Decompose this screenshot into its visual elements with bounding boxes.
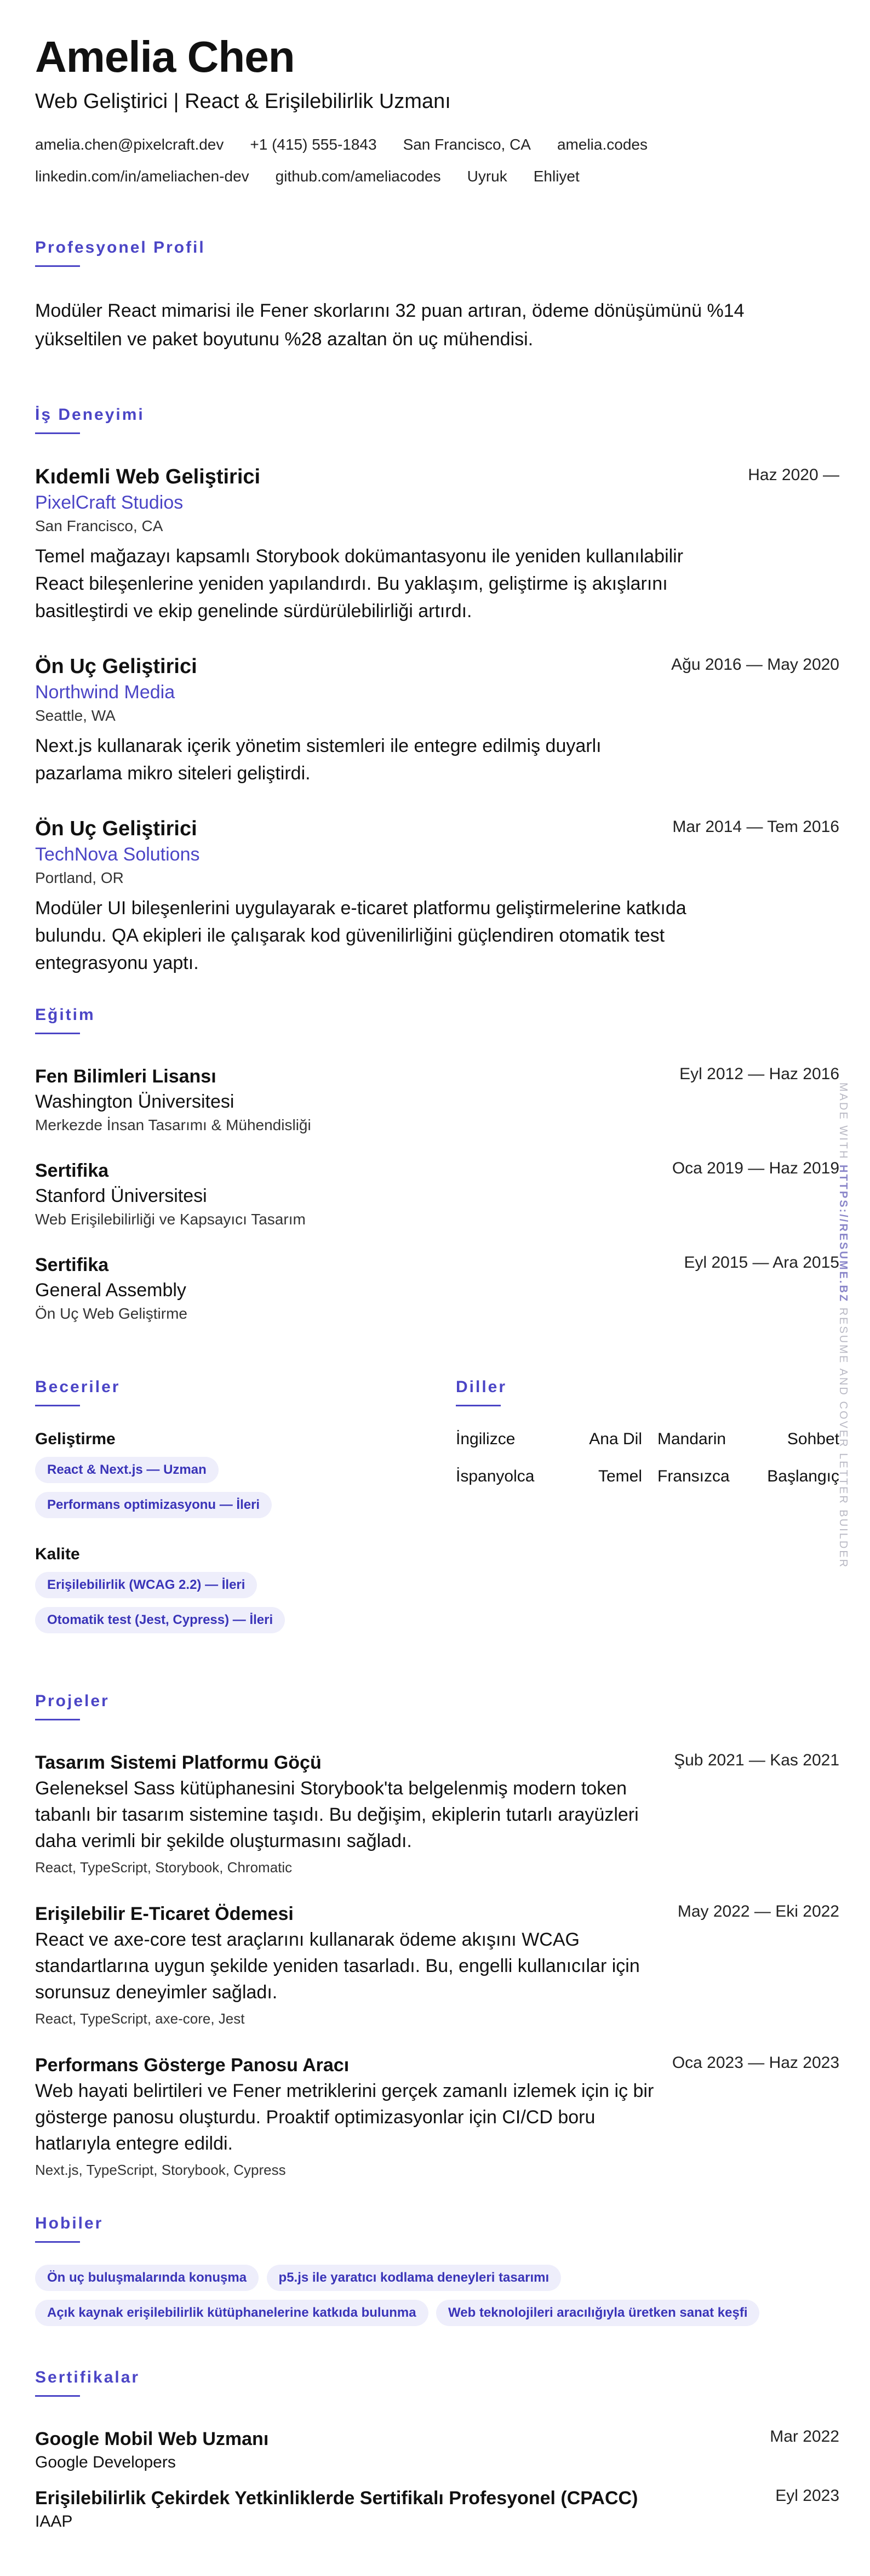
hobby-pill: p5.js ile yaratıcı kodlama deneyleri tasarımı [267,2265,562,2291]
skills-column [35,1347,456,1659]
project-title: Tasarım Sistemi Platformu Göçü [35,1752,322,1773]
section-divider [35,265,80,267]
project-title: Erişilebilir E-Ticaret Ödemesi [35,1903,294,1924]
degree: Fen Bilimleri Lisansı [35,1066,216,1087]
project-entry [35,1750,839,1878]
section-divider [35,2241,80,2243]
project-dates: Oca 2023 — Haz 2023 [672,2054,839,2072]
skill-group-title: Geliştirme [35,1430,116,1448]
field-of-study: Merkezde İnsan Tasarımı & Mühendisliği [35,1116,311,1133]
language-level: Başlangıç [767,1467,839,1485]
section-title-projects: Projeler [35,1692,110,1710]
certification-date: Mar 2022 [770,2427,839,2446]
candidate-tagline: Web Geliştirici | React & Erişilebilirlik Uzmanı [35,90,451,113]
hobby-pill: Ön uç buluşmalarında konuşma [35,2265,259,2291]
job-title: Ön Uç Geliştirici [35,655,197,678]
job-title: Ön Uç Geliştirici [35,817,197,840]
hobby-pill: Web teknolojileri aracılığıyla üretken sanat keşfi [436,2300,759,2326]
skill-group [35,1543,456,1642]
school-name: Washington Üniversitesi [35,1091,234,1112]
field-of-study: Web Erişilebilirliği ve Kapsayıcı Tasarım [35,1211,306,1228]
skill-group-title: Kalite [35,1545,80,1563]
contact-phone[interactable]: +1 (415) 555-1843 [250,136,377,153]
experience-dates: Ağu 2016 — May 2020 [671,656,839,674]
project-tech-stack: Next.js, TypeScript, Storybook, Cypress [35,2162,286,2178]
experience-dates: Mar 2014 — Tem 2016 [672,818,839,836]
skills-languages-row [35,1347,839,1659]
resume-page [35,0,839,2545]
languages-grid [456,1428,839,1488]
contact-location: San Francisco, CA [403,136,531,153]
section-title-languages: Diller [456,1378,507,1396]
job-description: Next.js kullanarak içerik yönetim sistemleri ile entegre edilmiş duyarlı pazarlama mikro siteleri geliştirdi. [35,736,602,784]
certification-issuer: Google Developers [35,2453,176,2471]
language-name: Fransızca [657,1467,730,1485]
job-location: Seattle, WA [35,707,116,724]
project-dates: Şub 2021 — Kas 2021 [674,1751,839,1769]
project-title: Performans Gösterge Panosu Aracı [35,2055,350,2076]
skill-pill: Otomatik test (Jest, Cypress) — İleri [35,1607,285,1633]
project-dates: May 2022 — Eki 2022 [677,1902,839,1920]
experience-entry [35,464,839,625]
job-title: Kıdemli Web Geliştirici [35,465,261,488]
skill-pill: React & Next.js — Uzman [35,1457,219,1483]
job-location: Portland, OR [35,869,124,886]
section-title-education: Eğitim [35,1006,95,1024]
skill-group [35,1428,456,1527]
section-divider [35,2395,80,2397]
section-divider [35,432,80,434]
company-name: TechNova Solutions [35,844,200,865]
project-tech-stack: React, TypeScript, axe-core, Jest [35,2010,245,2027]
company-name: Northwind Media [35,682,175,703]
profile-summary: Modüler React mimarisi ile Fener skorlarını 32 puan artıran, ödeme dönüşümünü %14 yükseltilen ve paket boyutunu %28 azaltan ön uç mühendisi. [35,300,745,350]
contact-email[interactable]: amelia.chen@pixelcraft.dev [35,136,224,153]
project-description: React ve axe-core test araçlarını kullanarak ödeme akışını WCAG standartlarına uygun şekilde yeniden tasarladı. Bu, engelli kullanıcılar için sorunsuz deneyimler sağladı. [35,1929,640,2003]
watermark-link[interactable]: HTTPS://RESUME.BZ [837,1165,849,1303]
experience-dates: Haz 2020 — [748,466,839,484]
certification-name: Google Mobil Web Uzmanı [35,2429,269,2449]
project-description: Geleneksel Sass kütüphanesini Storybook'ta belgelenmiş modern token tabanlı bir tasarım sistemine taşıdı. Bu değişim, ekiplerin tutarlı arayüzleri daha verimli bir şekilde oluşturmasını sağladı. [35,1778,639,1851]
candidate-name: Amelia Chen [35,32,295,81]
section-divider [35,1033,80,1034]
education-entry [35,1158,839,1230]
language-name: İngilizce [456,1430,516,1448]
project-description: Web hayati belirtileri ve Fener metriklerini gerçek zamanlı izlemek için iç bir gösterge panosu oluşturdu. Proaktif optimizasyonlar için CI/CD boru hatlarıyla entegre edildi. [35,2081,654,2154]
contact-nationality: Uyruk [467,168,507,185]
contact-license: Ehliyet [533,168,580,185]
certification-name: Erişilebilirlik Çekirdek Yetkinliklerde Sertifikalı Profesyonel (CPACC) [35,2488,638,2509]
section-divider [35,1719,80,1720]
section-title-experience: İş Deneyimi [35,406,145,424]
contact-website[interactable]: amelia.codes [557,136,648,153]
certification-date: Eyl 2023 [775,2487,839,2505]
skill-pill: Erişilebilirlik (WCAG 2.2) — İleri [35,1572,257,1598]
certification-issuer: IAAP [35,2512,73,2531]
skill-pills [35,1457,456,1527]
certification-entry [35,2486,839,2533]
field-of-study: Ön Uç Web Geliştirme [35,1305,187,1322]
section-divider [35,1405,80,1406]
watermark-suffix: RESUME AND COVER LETTER BUILDER [837,1307,849,1569]
education-dates: Oca 2019 — Haz 2019 [672,1159,839,1177]
section-title-hobbies: Hobiler [35,2214,104,2232]
project-tech-stack: React, TypeScript, Storybook, Chromatic [35,1859,293,1876]
project-entry [35,2053,839,2181]
language-name: İspanyolca [456,1467,535,1485]
language-name: Mandarin [657,1430,726,1448]
hobby-pill: Açık kaynak erişilebilirlik kütüphanelerine katkıda bulunma [35,2300,428,2326]
education-dates: Eyl 2015 — Ara 2015 [684,1253,839,1272]
builder-watermark [837,1082,849,1569]
skill-pill: Performans optimizasyonu — İleri [35,1492,272,1518]
experience-entry [35,653,839,787]
education-entry [35,1252,839,1325]
certification-entry [35,2426,839,2474]
job-description: Modüler UI bileşenlerini uygulayarak e-ticaret platformu geliştirmelerine katkıda bulundu. QA ekipleri ile çalışarak kod güvenilirliğini güçlendiren otomatik test entegrasyonu yaptı. [35,898,686,973]
section-divider [456,1405,501,1406]
project-entry [35,1901,839,2030]
contact-row-1 [35,135,839,155]
degree: Sertifika [35,1160,109,1181]
job-location: San Francisco, CA [35,517,163,534]
watermark-prefix: MADE WITH [837,1082,849,1160]
languages-column [456,1347,839,1659]
language-level: Temel [598,1467,642,1485]
section-title-profile: Profesyonel Profil [35,238,205,257]
contact-row-2 [35,167,839,186]
experience-entry [35,816,839,977]
school-name: General Assembly [35,1280,186,1301]
education-dates: Eyl 2012 — Haz 2016 [679,1065,839,1083]
section-title-skills: Beceriler [35,1378,121,1396]
language-level: Sohbet [787,1430,839,1448]
company-name: PixelCraft Studios [35,492,184,513]
degree: Sertifika [35,1255,109,1275]
job-description: Temel mağazayı kapsamlı Storybook dokümantasyonu ile yeniden kullanılabilir React bileşenlerine yeniden yapılandırdı. Bu yaklaşım, geliştirme iş akışlarını basitleştirdi ve ekip genelinde sürdürülebilirliği artırdı. [35,546,684,622]
language-level: Ana Dil [589,1430,642,1448]
skill-pills [35,1572,456,1642]
section-title-certifications: Sertifikalar [35,2368,140,2386]
school-name: Stanford Üniversitesi [35,1186,207,1206]
contact-linkedin[interactable]: linkedin.com/in/ameliachen-dev [35,168,249,185]
contact-github[interactable]: github.com/ameliacodes [275,168,441,185]
education-entry [35,1064,839,1136]
hobby-pills [35,2265,839,2335]
